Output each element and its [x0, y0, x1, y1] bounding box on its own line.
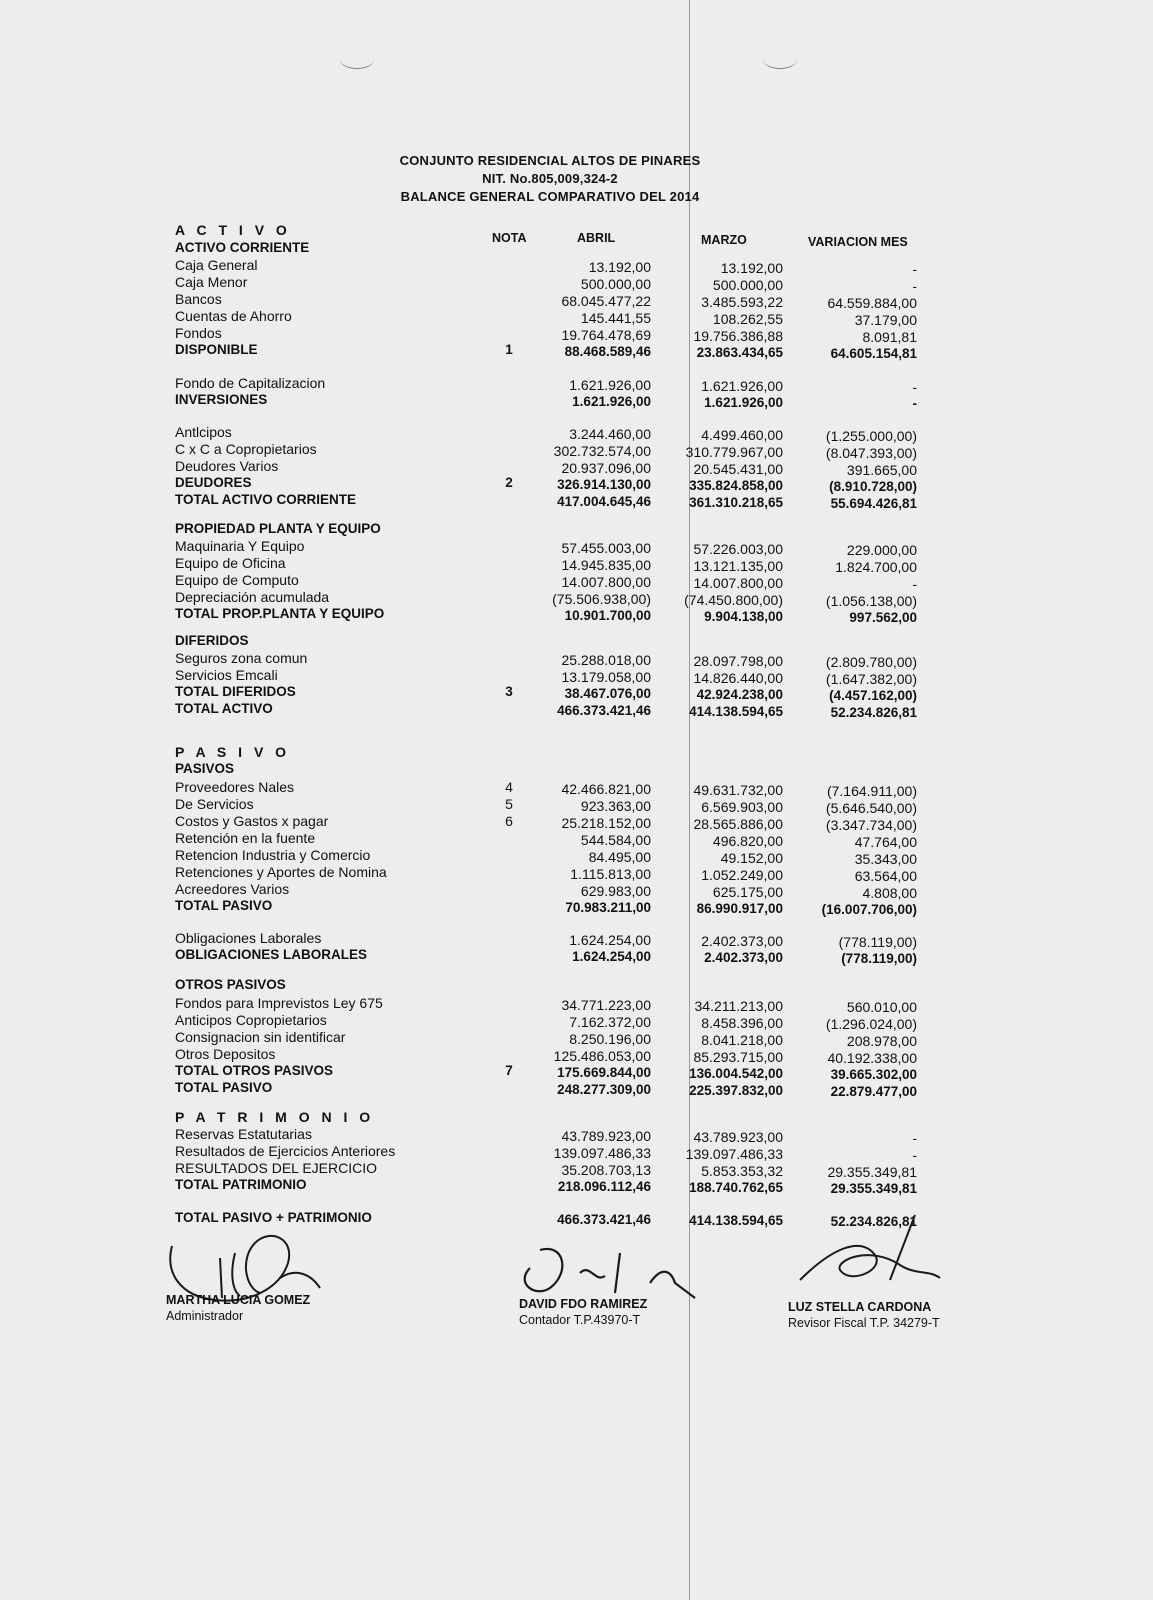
variacion-value: - — [912, 379, 917, 395]
variacion-value: 40.192.338,00 — [827, 1050, 917, 1066]
variacion-value: (778.119,00) — [838, 934, 917, 950]
abril-value: 84.495,00 — [588, 849, 651, 865]
table-row — [0, 555, 1153, 575]
abril-value: 248.277.309,00 — [557, 1082, 651, 1097]
marzo-value: 414.138.594,65 — [689, 704, 783, 719]
marzo-value: 28.097.798,00 — [693, 653, 783, 669]
row-label: OBLIGACIONES LABORALES — [175, 947, 368, 962]
table-row — [0, 796, 1153, 816]
row-label: Acreedores Varios — [175, 881, 290, 897]
row-label: P A T R I M O N I O — [175, 1109, 375, 1125]
signer-role: Administrador — [166, 1309, 244, 1323]
marzo-value: 49.152,00 — [720, 850, 783, 866]
table-row — [0, 1012, 1153, 1032]
row-label: Equipo de Computo — [175, 572, 299, 588]
abril-value: 145.441,55 — [580, 310, 651, 326]
variacion-value: 55.694.426,81 — [830, 496, 917, 511]
abril-value: 466.373.421,46 — [557, 1212, 651, 1227]
row-label: Costos y Gastos x pagar — [175, 813, 329, 829]
table-row — [0, 813, 1153, 833]
table-row — [0, 1160, 1153, 1180]
table-row — [0, 572, 1153, 592]
nota-value: 2 — [505, 475, 513, 490]
marzo-value: 496.820,00 — [712, 833, 783, 849]
abril-value: 125.486.053,00 — [553, 1048, 651, 1064]
row-label: Depreciación acumulada — [175, 589, 330, 605]
tax-id: NIT. No.805,009,324-2 — [482, 171, 618, 186]
variacion-value: (7.164.911,00) — [826, 783, 917, 799]
abril-value: 42.466.821,00 — [561, 781, 651, 797]
marzo-value: 9.904.138,00 — [704, 609, 783, 624]
table-row — [0, 650, 1153, 670]
marzo-value: 310.779.967,00 — [685, 444, 783, 460]
abril-value: 923.363,00 — [580, 798, 651, 814]
variacion-value: 52.234.826,81 — [830, 1214, 917, 1229]
row-label: TOTAL PASIVO — [175, 1080, 273, 1095]
marzo-value: 4.499.460,00 — [701, 427, 783, 443]
variacion-value: 997.562,00 — [849, 610, 917, 625]
variacion-value: 229.000,00 — [846, 542, 917, 558]
table-row — [0, 458, 1153, 478]
abril-value: 68.045.477,22 — [561, 293, 651, 309]
table-row — [0, 1109, 1153, 1126]
marzo-value: 14.826.440,00 — [693, 670, 783, 686]
report-title: BALANCE GENERAL COMPARATIVO DEL 2014 — [400, 189, 700, 204]
column-header-marzo: MARZO — [701, 233, 747, 247]
variacion-value: - — [912, 396, 917, 411]
table-row — [0, 475, 1153, 492]
variacion-value: (5.646.540,00) — [825, 800, 917, 816]
table-row — [0, 492, 1153, 509]
variacion-value: 4.808,00 — [862, 885, 917, 901]
row-label: Cuentas de Ahorro — [175, 308, 292, 324]
marzo-value: 86.990.917,00 — [696, 901, 783, 916]
table-row — [0, 1143, 1153, 1163]
row-label: Retenciones y Aportes de Nomina — [175, 864, 387, 880]
table-row — [0, 1126, 1153, 1146]
abril-value: 10.901.700,00 — [564, 608, 651, 623]
variacion-value: 560.010,00 — [846, 999, 917, 1015]
signature-block-revisor — [788, 1300, 940, 1330]
abril-value: 326.914.130,00 — [557, 477, 651, 492]
variacion-value: 8.091,81 — [862, 329, 917, 345]
row-label: C x C a Copropietarios — [175, 441, 317, 457]
row-label: RESULTADOS DEL EJERCICIO — [175, 1160, 378, 1176]
abril-value: 43.789.923,00 — [561, 1128, 651, 1144]
marzo-value: 14.007.800,00 — [693, 575, 783, 591]
abril-value: 13.192,00 — [588, 259, 651, 275]
variacion-value: 208.978,00 — [846, 1033, 917, 1049]
table-row — [0, 606, 1153, 623]
row-label: TOTAL PASIVO + PATRIMONIO — [175, 1210, 372, 1225]
marzo-value: 13.121.135,00 — [693, 558, 783, 574]
table-row — [0, 291, 1153, 311]
variacion-value: 35.343,00 — [854, 851, 917, 867]
row-label: Caja General — [175, 257, 258, 273]
abril-value: 175.669.844,00 — [557, 1065, 651, 1080]
variacion-value: (1.296.024,00) — [825, 1016, 917, 1032]
marzo-value: 225.397.832,00 — [689, 1083, 783, 1098]
variacion-value: 22.879.477,00 — [830, 1084, 917, 1099]
table-row — [0, 521, 1153, 538]
variacion-value: (4.457.162,00) — [829, 688, 917, 703]
row-label: Deudores Varios — [175, 458, 279, 474]
table-row — [0, 538, 1153, 558]
row-label: De Servicios — [175, 796, 254, 812]
nota-value: 4 — [505, 779, 513, 795]
variacion-value: (1.255.000,00) — [825, 428, 917, 444]
company-name: CONJUNTO RESIDENCIAL ALTOS DE PINARES — [399, 153, 701, 168]
table-row — [0, 1063, 1153, 1080]
row-label: A C T I V O — [175, 222, 291, 238]
table-row — [0, 240, 1153, 257]
marzo-value: (74.450.800,00) — [684, 592, 783, 608]
marzo-value: 8.041.218,00 — [701, 1032, 783, 1048]
abril-value: 3.244.460,00 — [569, 426, 651, 442]
variacion-value: 29.355.349,81 — [830, 1181, 917, 1196]
abril-value: 34.771.223,00 — [561, 997, 651, 1013]
variacion-value: (2.809.780,00) — [825, 654, 917, 670]
abril-value: 25.288.018,00 — [561, 652, 651, 668]
table-row — [0, 424, 1153, 444]
marzo-value: 34.211.213,00 — [694, 998, 783, 1014]
abril-value: 500.000,00 — [580, 276, 651, 292]
abril-value: 302.732.574,00 — [553, 443, 651, 459]
row-label: Anticipos Copropietarios — [175, 1012, 327, 1028]
row-label: Resultados de Ejercicios Anteriores — [175, 1143, 396, 1159]
nota-value: 1 — [505, 342, 513, 357]
abril-value: 35.208.703,13 — [561, 1162, 651, 1178]
table-row — [0, 441, 1153, 461]
variacion-value: 37.179,00 — [854, 312, 917, 328]
marzo-value: 8.458.396,00 — [701, 1015, 783, 1031]
signature-block-contador — [519, 1297, 647, 1327]
column-header-variacion: VARIACION MES — [808, 235, 908, 249]
row-label: Consignacion sin identificar — [175, 1029, 346, 1045]
row-label: Fondo de Capitalizacion — [175, 375, 326, 391]
marzo-value: 1.621.926,00 — [701, 378, 783, 394]
row-label: Bancos — [175, 291, 222, 307]
marzo-value: 414.138.594,65 — [689, 1213, 783, 1228]
signer-role: Revisor Fiscal T.P. 34279-T — [788, 1316, 940, 1330]
table-row — [0, 375, 1153, 395]
row-label: Retención en la fuente — [175, 830, 316, 846]
row-label: Proveedores Nales — [175, 779, 295, 795]
row-label: PROPIEDAD PLANTA Y EQUIPO — [175, 521, 381, 536]
abril-value: 1.621.926,00 — [569, 377, 651, 393]
abril-value: 218.096.112,46 — [557, 1179, 651, 1194]
abril-value: 417.004.645,46 — [557, 494, 651, 509]
variacion-value: 29.355.349,81 — [827, 1164, 917, 1180]
table-row — [0, 589, 1153, 609]
marzo-value: 139.097.486,33 — [685, 1146, 783, 1162]
variacion-value: 39.665.302,00 — [830, 1067, 917, 1082]
abril-value: 1.624.254,00 — [572, 949, 651, 964]
table-row — [0, 744, 1153, 761]
table-row — [0, 633, 1153, 650]
marzo-value: 2.402.373,00 — [701, 933, 783, 949]
table-row — [0, 761, 1153, 778]
marzo-value: 335.824.858,00 — [689, 478, 783, 493]
row-label: Reservas Estatutarias — [175, 1126, 312, 1142]
marzo-value: 19.756.386,88 — [693, 328, 783, 344]
row-label: Servicios Emcali — [175, 667, 278, 683]
abril-value: 1.115.813,00 — [570, 866, 651, 882]
marzo-value: 1.621.926,00 — [704, 395, 783, 410]
table-row — [0, 667, 1153, 687]
table-row — [0, 898, 1153, 915]
column-header-nota: NOTA — [492, 231, 527, 245]
row-label: TOTAL PATRIMONIO — [175, 1177, 307, 1192]
table-row — [0, 881, 1153, 901]
table-row — [0, 257, 1153, 277]
row-label: P A S I V O — [175, 744, 291, 760]
nota-value: 5 — [505, 796, 513, 812]
abril-value: (75.506.938,00) — [552, 591, 651, 607]
marzo-value: 5.853.353,32 — [701, 1163, 783, 1179]
row-label: Obligaciones Laborales — [175, 930, 322, 946]
marzo-value: 85.293.715,00 — [693, 1049, 783, 1065]
variacion-value: 64.559.884,00 — [827, 295, 917, 311]
variacion-value: 47.764,00 — [854, 834, 917, 850]
marzo-value: 3.485.593,22 — [701, 294, 783, 310]
variacion-value: (16.007.706,00) — [821, 902, 917, 917]
table-row — [0, 947, 1153, 964]
row-label: Fondos — [175, 325, 222, 341]
marzo-value: 43.789.923,00 — [693, 1129, 783, 1145]
abril-value: 139.097.486,33 — [553, 1145, 651, 1161]
row-label: Caja Menor — [175, 274, 248, 290]
marzo-value: 23.863.434,65 — [696, 345, 783, 360]
marzo-value: 6.569.903,00 — [701, 799, 783, 815]
row-label: TOTAL ACTIVO CORRIENTE — [175, 492, 357, 507]
marzo-value: 20.545.431,00 — [693, 461, 783, 477]
marzo-value: 1.052.249,00 — [701, 867, 783, 883]
table-row — [0, 274, 1153, 294]
abril-value: 14.945.835,00 — [561, 557, 651, 573]
abril-value: 1.624.254,00 — [569, 932, 651, 948]
row-label: Equipo de Oficina — [175, 555, 286, 571]
marzo-value: 49.631.732,00 — [693, 782, 783, 798]
signer-name: DAVID FDO RAMIREZ — [519, 1297, 648, 1311]
marzo-value: 2.402.373,00 — [704, 950, 783, 965]
row-label: DEUDORES — [175, 475, 252, 490]
row-label: DIFERIDOS — [175, 633, 249, 648]
variacion-value: (1.056.138,00) — [825, 593, 917, 609]
table-row — [0, 830, 1153, 850]
table-row — [0, 847, 1153, 867]
table-row — [0, 1029, 1153, 1049]
variacion-value: (8.047.393,00) — [825, 445, 917, 461]
marzo-value: 28.565.886,00 — [693, 816, 783, 832]
abril-value: 38.467.076,00 — [564, 686, 651, 701]
row-label: Fondos para Imprevistos Ley 675 — [175, 995, 383, 1011]
column-header-abril: ABRIL — [577, 231, 616, 245]
signer-name: LUZ STELLA CARDONA — [788, 1300, 932, 1314]
row-label: TOTAL PROP.PLANTA Y EQUIPO — [175, 606, 385, 621]
row-label: DISPONIBLE — [175, 342, 258, 357]
table-row — [0, 864, 1153, 884]
marzo-value: 188.740.762,65 — [689, 1180, 783, 1195]
table-row — [0, 308, 1153, 328]
abril-value: 14.007.800,00 — [561, 574, 651, 590]
signature-block-administrador — [166, 1293, 310, 1323]
abril-value: 88.468.589,46 — [564, 344, 651, 359]
row-label: Maquinaria Y Equipo — [175, 538, 305, 554]
signer-role: Contador T.P.43970-T — [519, 1313, 641, 1327]
row-label: Retencion Industria y Comercio — [175, 847, 371, 863]
nota-value: 3 — [505, 684, 513, 699]
variacion-value: - — [912, 1130, 917, 1146]
abril-value: 629.983,00 — [580, 883, 651, 899]
table-row — [0, 1046, 1153, 1066]
table-row — [0, 342, 1153, 359]
nota-value: 7 — [505, 1063, 513, 1078]
marzo-value: 500.000,00 — [712, 277, 783, 293]
variacion-value: - — [912, 1147, 917, 1163]
table-row — [0, 701, 1153, 718]
variacion-value: - — [912, 278, 917, 294]
variacion-value: (778.119,00) — [841, 951, 917, 966]
abril-value: 8.250.196,00 — [569, 1031, 651, 1047]
row-label: TOTAL OTROS PASIVOS — [175, 1063, 334, 1078]
abril-value: 7.162.372,00 — [569, 1014, 651, 1030]
row-label: PASIVOS — [175, 761, 235, 776]
abril-value: 13.179.058,00 — [561, 669, 651, 685]
row-label: INVERSIONES — [175, 392, 268, 407]
signature-scribble-revisor — [780, 1210, 950, 1305]
marzo-value: 108.262,55 — [712, 311, 783, 327]
marzo-value: 57.226.003,00 — [693, 541, 783, 557]
row-label: TOTAL ACTIVO — [175, 701, 273, 716]
row-label: ACTIVO CORRIENTE — [175, 240, 310, 255]
marzo-value: 13.192,00 — [720, 260, 783, 276]
table-row — [0, 995, 1153, 1015]
abril-value: 20.937.096,00 — [561, 460, 651, 476]
abril-value: 70.983.211,00 — [565, 900, 651, 915]
variacion-value: 52.234.826,81 — [830, 705, 917, 720]
variacion-value: - — [912, 261, 917, 277]
table-row — [0, 930, 1153, 950]
punch-hole-mark — [763, 50, 797, 69]
row-label: Seguros zona comun — [175, 650, 308, 666]
marzo-value: 361.310.218,65 — [689, 495, 783, 510]
table-row — [0, 325, 1153, 345]
row-label: Otros Depositos — [175, 1046, 276, 1062]
variacion-value: 64.605.154,81 — [830, 346, 917, 361]
table-row — [0, 779, 1153, 799]
variacion-value: (3.347.734,00) — [825, 817, 917, 833]
variacion-value: - — [912, 576, 917, 592]
row-label: TOTAL PASIVO — [175, 898, 273, 913]
row-label: OTROS PASIVOS — [175, 977, 286, 992]
row-label: Antlcipos — [175, 424, 232, 440]
abril-value: 1.621.926,00 — [572, 394, 651, 409]
variacion-value: (8.910.728,00) — [829, 479, 917, 494]
marzo-value: 42.924.238,00 — [696, 687, 783, 702]
abril-value: 466.373.421,46 — [557, 703, 651, 718]
table-row — [0, 1177, 1153, 1194]
variacion-value: 63.564,00 — [854, 868, 917, 884]
variacion-value: 391.665,00 — [846, 462, 917, 478]
abril-value: 57.455.003,00 — [561, 540, 651, 556]
signer-name: MARTHA LUCIA GOMEZ — [166, 1293, 311, 1307]
abril-value: 544.584,00 — [580, 832, 651, 848]
table-row — [0, 392, 1153, 409]
table-row — [0, 684, 1153, 701]
variacion-value: (1.647.382,00) — [825, 671, 917, 687]
table-row — [0, 977, 1153, 994]
nota-value: 6 — [505, 813, 513, 829]
table-row — [0, 222, 1153, 239]
abril-value: 19.764.478,69 — [561, 327, 651, 343]
variacion-value: 1.824.700,00 — [835, 559, 917, 575]
row-label: TOTAL DIFERIDOS — [175, 684, 296, 699]
marzo-value: 625.175,00 — [712, 884, 783, 900]
abril-value: 25.218.152,00 — [561, 815, 651, 831]
table-row — [0, 1080, 1153, 1097]
punch-hole-mark — [340, 50, 374, 69]
marzo-value: 136.004.542,00 — [689, 1066, 783, 1081]
